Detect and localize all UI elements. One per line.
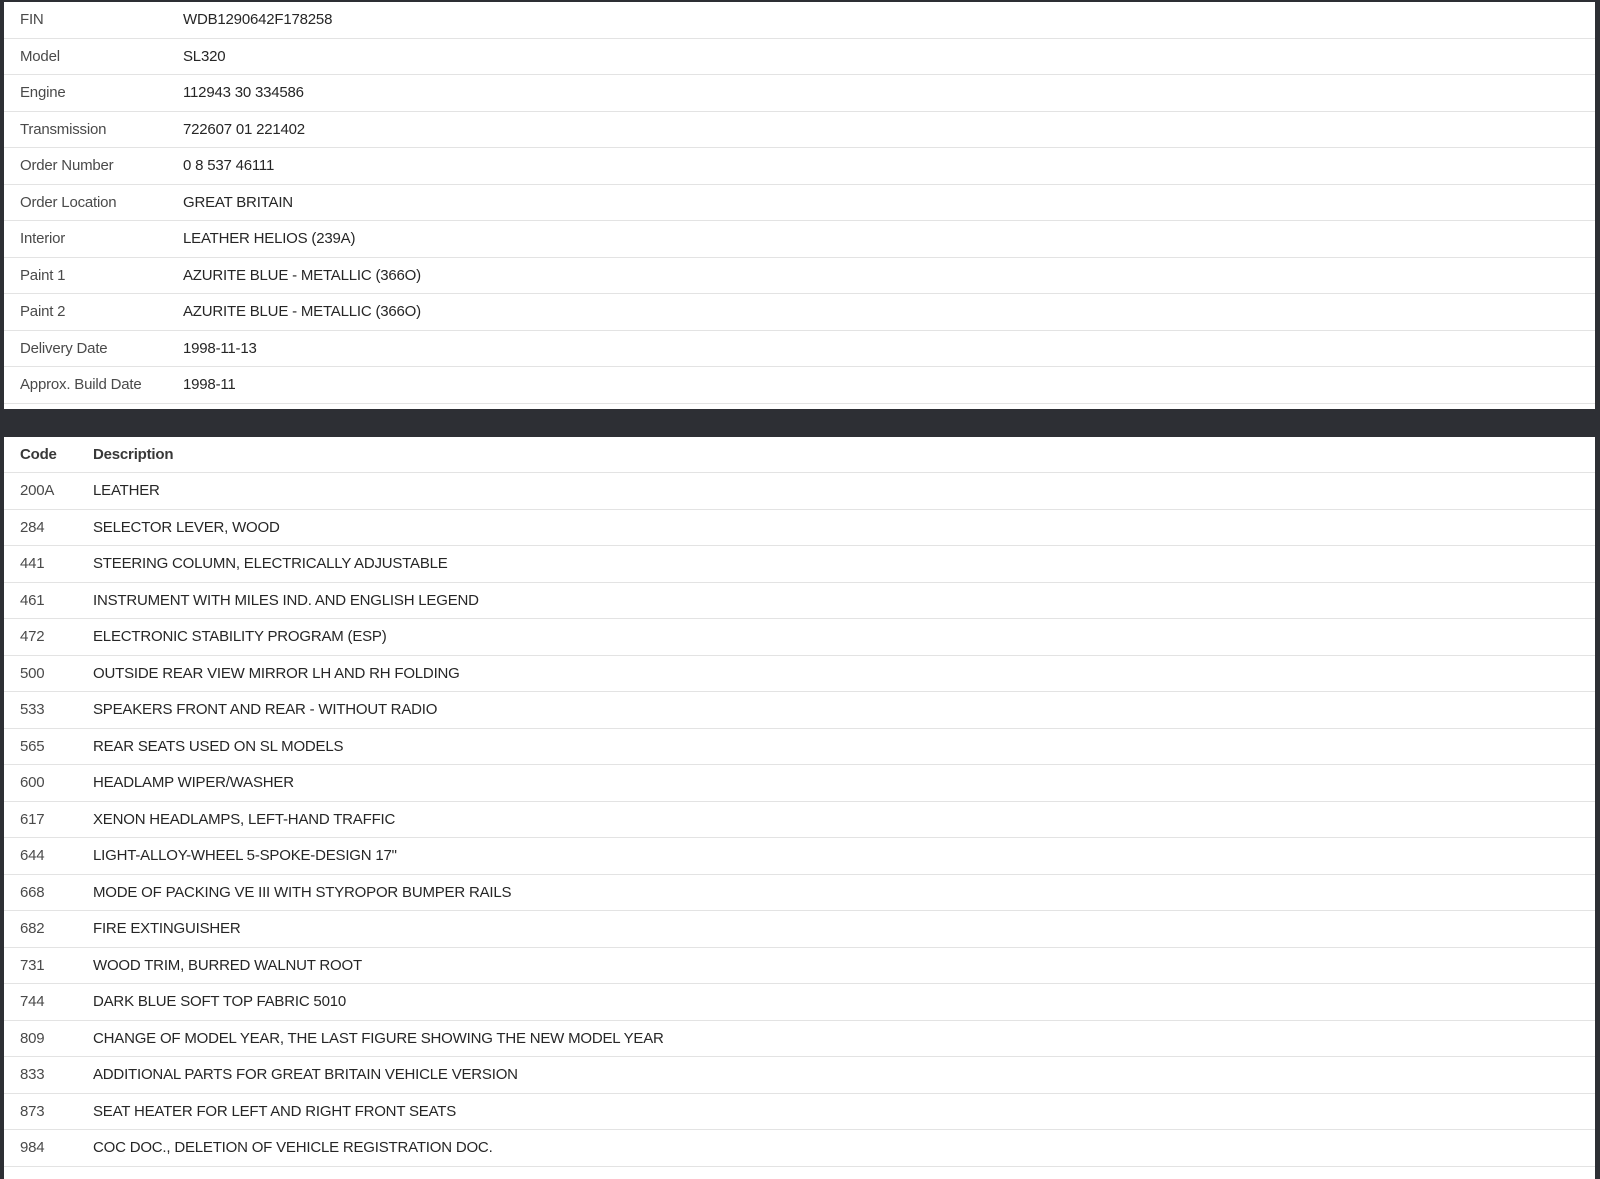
equipment-code-row: [4, 875, 1595, 912]
field-value: AZURITE BLUE - METALLIC (366O): [183, 303, 421, 321]
equipment-code: 533: [20, 701, 45, 719]
equipment-code: 284: [20, 518, 45, 536]
equipment-code: 461: [20, 591, 45, 609]
field-label: Model: [20, 47, 60, 65]
equipment-description: HEADLAMP WIPER/WASHER: [93, 774, 294, 792]
code-column-header: Code: [20, 445, 57, 463]
field-label: Order Number: [20, 157, 114, 175]
equipment-code: 600: [20, 774, 45, 792]
field-label: Delivery Date: [20, 339, 108, 357]
equipment-code: 809: [20, 1029, 45, 1047]
equipment-description: SEAT HEATER FOR LEFT AND RIGHT FRONT SEATS: [93, 1102, 457, 1120]
equipment-code-row: [4, 1021, 1595, 1058]
equipment-code-row: [4, 1094, 1595, 1131]
equipment-description: ADDITIONAL PARTS FOR GREAT BRITAIN VEHICLE VERSION: [93, 1066, 518, 1084]
field-value: 1998-11-13: [183, 339, 257, 357]
equipment-code-row: [4, 729, 1595, 766]
equipment-description: CHANGE OF MODEL YEAR, THE LAST FIGURE SHOWING THE NEW MODEL YEAR: [93, 1029, 664, 1047]
equipment-code-row: [4, 911, 1595, 948]
vehicle-info-row: [4, 221, 1595, 258]
field-label: Engine: [20, 84, 66, 102]
equipment-code-row: [4, 1130, 1595, 1167]
vehicle-info-row: [4, 331, 1595, 368]
equipment-code-row: [4, 948, 1595, 985]
codes-row-list: [4, 473, 1595, 1167]
equipment-description: LIGHT-ALLOY-WHEEL 5-SPOKE-DESIGN 17": [93, 847, 397, 865]
equipment-code: 500: [20, 664, 45, 682]
vehicle-info-row: [4, 258, 1595, 295]
field-value: 0 8 537 46111: [183, 157, 275, 175]
codes-header-row: [4, 437, 1595, 474]
field-value: SL320: [183, 47, 226, 65]
equipment-code-row: [4, 546, 1595, 583]
vehicle-info-row: [4, 185, 1595, 222]
equipment-description: ELECTRONIC STABILITY PROGRAM (ESP): [93, 628, 387, 646]
equipment-code-row: [4, 984, 1595, 1021]
equipment-code: 644: [20, 847, 45, 865]
equipment-code: 833: [20, 1066, 45, 1084]
field-value: 722607 01 221402: [183, 120, 305, 138]
section-divider: [4, 409, 1595, 437]
vehicle-info-row: [4, 2, 1595, 39]
equipment-description: LEATHER: [93, 482, 160, 500]
equipment-description: INSTRUMENT WITH MILES IND. AND ENGLISH LEGEND: [93, 591, 479, 609]
equipment-code-row: [4, 473, 1595, 510]
equipment-code-row: [4, 583, 1595, 620]
equipment-code: 744: [20, 993, 45, 1011]
equipment-code: 617: [20, 810, 45, 828]
field-label: Approx. Build Date: [20, 376, 142, 394]
vehicle-info-row: [4, 39, 1595, 76]
field-value: AZURITE BLUE - METALLIC (366O): [183, 266, 421, 284]
equipment-description: XENON HEADLAMPS, LEFT-HAND TRAFFIC: [93, 810, 396, 828]
equipment-code: 731: [20, 956, 45, 974]
description-column-header: Description: [93, 445, 174, 463]
vehicle-info-row: [4, 367, 1595, 404]
equipment-codes-table: [4, 437, 1595, 1179]
equipment-code: 668: [20, 883, 45, 901]
field-value: LEATHER HELIOS (239A): [183, 230, 356, 248]
field-value: WDB1290642F178258: [183, 11, 333, 29]
equipment-description: REAR SEATS USED ON SL MODELS: [93, 737, 344, 755]
field-label: Paint 2: [20, 303, 66, 321]
vehicle-info-row: [4, 148, 1595, 185]
equipment-code: 472: [20, 628, 45, 646]
equipment-code-row: [4, 1057, 1595, 1094]
field-label: Transmission: [20, 120, 107, 138]
equipment-code: 682: [20, 920, 45, 938]
equipment-description: SELECTOR LEVER, WOOD: [93, 518, 280, 536]
equipment-code-row: [4, 656, 1595, 693]
equipment-description: SPEAKERS FRONT AND REAR - WITHOUT RADIO: [93, 701, 438, 719]
equipment-description: STEERING COLUMN, ELECTRICALLY ADJUSTABLE: [93, 555, 448, 573]
field-value: 112943 30 334586: [183, 84, 304, 102]
vehicle-info-row: [4, 294, 1595, 331]
equipment-code-row: [4, 802, 1595, 839]
vehicle-info-row: [4, 75, 1595, 112]
equipment-code: 873: [20, 1102, 45, 1120]
equipment-code-row: [4, 765, 1595, 802]
field-label: Order Location: [20, 193, 117, 211]
field-value: GREAT BRITAIN: [183, 193, 293, 211]
equipment-code-row: [4, 619, 1595, 656]
equipment-code-row: [4, 510, 1595, 547]
equipment-description: COC DOC., DELETION OF VEHICLE REGISTRATION DOC.: [93, 1139, 493, 1157]
field-label: FIN: [20, 11, 44, 29]
equipment-code: 984: [20, 1139, 45, 1157]
equipment-code: 441: [20, 555, 45, 573]
field-value: 1998-11: [183, 376, 236, 394]
field-label: Paint 1: [20, 266, 66, 284]
equipment-code: 200A: [20, 482, 55, 500]
equipment-code: 565: [20, 737, 45, 755]
equipment-code-row: [4, 692, 1595, 729]
vehicle-info-row: [4, 112, 1595, 149]
equipment-description: OUTSIDE REAR VIEW MIRROR LH AND RH FOLDING: [93, 664, 460, 682]
equipment-description: WOOD TRIM, BURRED WALNUT ROOT: [93, 956, 362, 974]
equipment-description: DARK BLUE SOFT TOP FABRIC 5010: [93, 993, 346, 1011]
field-label: Interior: [20, 230, 66, 248]
equipment-code-row: [4, 838, 1595, 875]
vehicle-info-table: [4, 2, 1595, 409]
equipment-description: FIRE EXTINGUISHER: [93, 920, 241, 938]
equipment-description: MODE OF PACKING VE III WITH STYROPOR BUMPER RAILS: [93, 883, 512, 901]
